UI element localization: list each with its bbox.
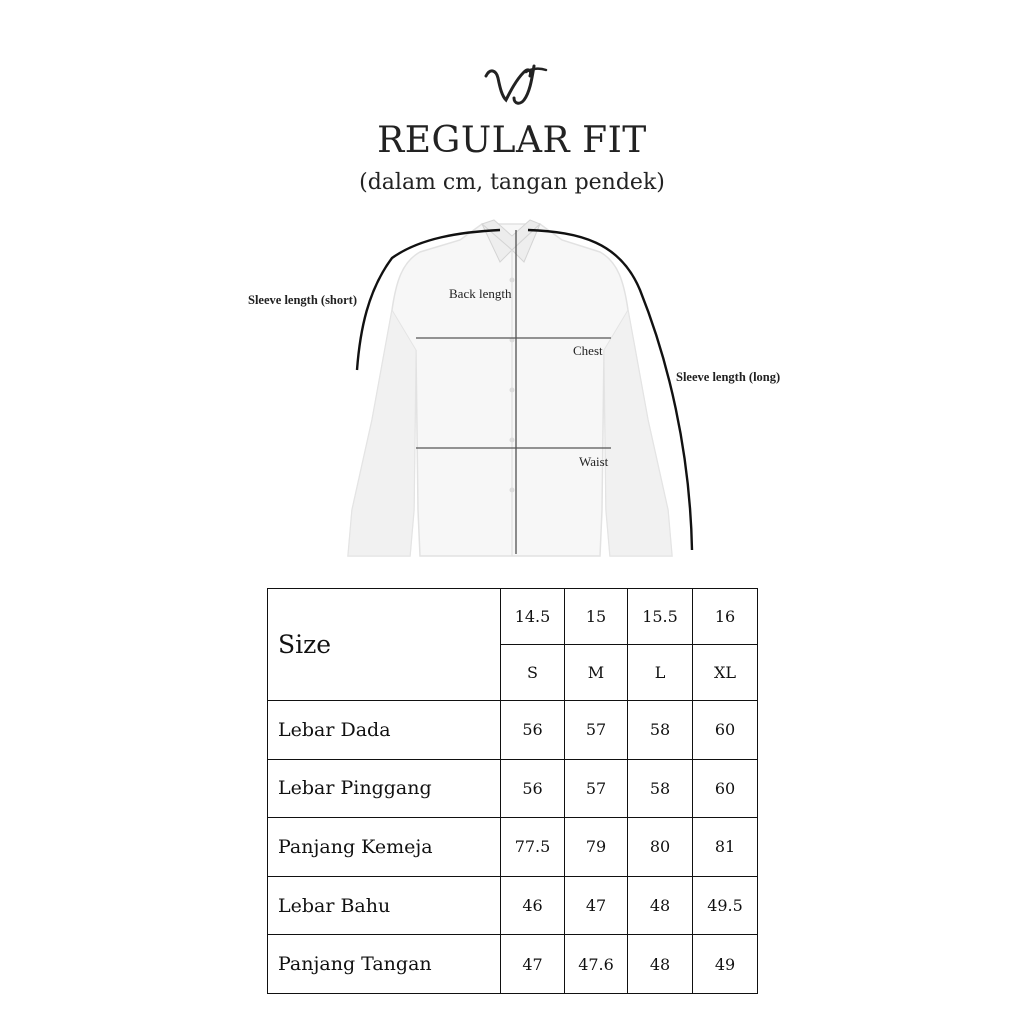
value-cell: 79	[565, 818, 628, 877]
table-row	[268, 876, 758, 935]
value-cell: 77.5	[501, 818, 565, 877]
value-cell: 58	[628, 759, 693, 818]
table-row	[268, 935, 758, 994]
collar-size-cell: 15	[565, 589, 628, 645]
size-header-cell: Size	[268, 589, 501, 701]
table-row	[268, 818, 758, 877]
value-cell: 58	[628, 701, 693, 760]
row-label: Lebar Dada	[268, 701, 501, 760]
letter-size-cell: M	[565, 645, 628, 701]
size-table	[267, 588, 758, 994]
value-cell: 56	[501, 701, 565, 760]
value-cell: 60	[693, 701, 758, 760]
row-label: Panjang Kemeja	[268, 818, 501, 877]
label-sleeve-short: Sleeve length (short)	[248, 293, 358, 307]
collar-size-cell: 16	[693, 589, 758, 645]
table-row	[268, 759, 758, 818]
value-cell: 47	[565, 876, 628, 935]
label-waist: Waist	[579, 454, 609, 469]
value-cell: 57	[565, 701, 628, 760]
value-cell: 81	[693, 818, 758, 877]
value-cell: 47	[501, 935, 565, 994]
label-sleeve-long: Sleeve length (long)	[676, 370, 781, 384]
row-label: Lebar Bahu	[268, 876, 501, 935]
label-back-length: Back length	[449, 286, 512, 301]
shirt-illustration	[0, 210, 1024, 570]
value-cell: 46	[501, 876, 565, 935]
vj-monogram-icon	[480, 62, 554, 108]
table-header-collar-row	[268, 589, 758, 645]
value-cell: 48	[628, 935, 693, 994]
value-cell: 47.6	[565, 935, 628, 994]
page-subtitle: (dalam cm, tangan pendek)	[359, 170, 665, 195]
table-row	[268, 701, 758, 760]
value-cell: 80	[628, 818, 693, 877]
value-cell: 49.5	[693, 876, 758, 935]
shirt-right-sleeve	[604, 310, 672, 556]
value-cell: 60	[693, 759, 758, 818]
collar-size-cell: 14.5	[501, 589, 565, 645]
row-label: Lebar Pinggang	[268, 759, 501, 818]
value-cell: 57	[565, 759, 628, 818]
letter-size-cell: L	[628, 645, 693, 701]
letter-size-cell: S	[501, 645, 565, 701]
collar-size-cell: 15.5	[628, 589, 693, 645]
label-chest: Chest	[573, 343, 603, 358]
value-cell: 48	[628, 876, 693, 935]
shirt-measurement-figure	[0, 210, 1024, 570]
row-label: Panjang Tangan	[268, 935, 501, 994]
value-cell: 56	[501, 759, 565, 818]
letter-size-cell: XL	[693, 645, 758, 701]
value-cell: 49	[693, 935, 758, 994]
page-title: REGULAR FIT	[377, 120, 647, 161]
vj-logo	[480, 62, 554, 108]
